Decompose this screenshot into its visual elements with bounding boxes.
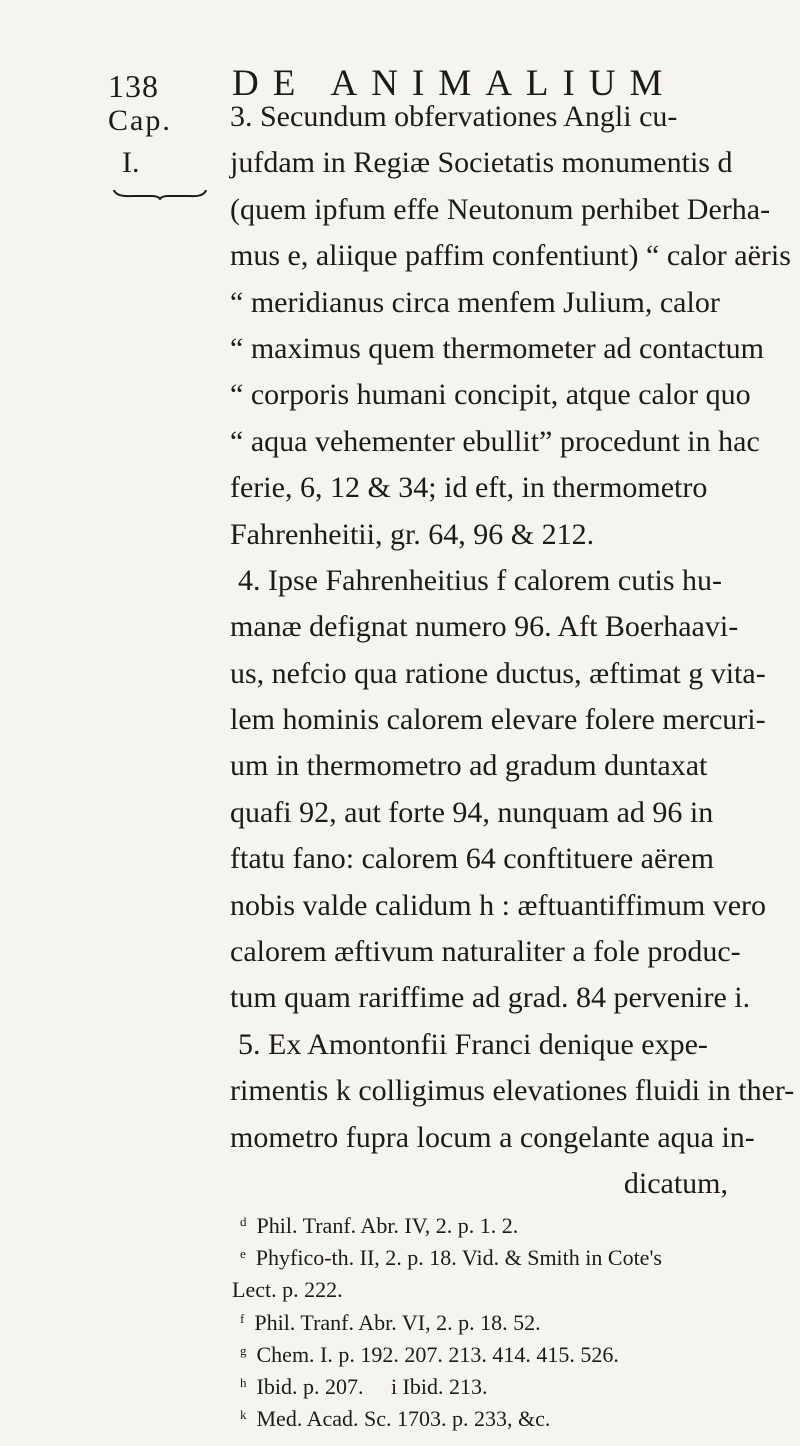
text-line: lem hominis calorem elevare folere mercuri-: [230, 703, 766, 737]
text-line: quafi 92, aut forte 94, nunquam ad 96 in: [230, 795, 714, 829]
text-line: dicatum,: [623, 1166, 728, 1200]
text-line: calorem æftivum naturaliter a fole produc-: [230, 935, 741, 969]
text-line: nobis valde calidum h : æftuantiffimum vero: [230, 888, 767, 922]
text-line: “ corporis humani concipit, atque calor quo: [230, 378, 751, 412]
footnotes: [232, 1208, 760, 1433]
text-line: ferie, 6, 12 & 34; id eft, in thermometro: [230, 471, 708, 505]
chapter-number: I.: [122, 146, 140, 179]
text-line: 4. Ipse Fahrenheitius f calorem cutis hu-: [238, 563, 723, 597]
text-line: rimentis k colligimus elevationes fluidi in ther-: [230, 1074, 795, 1108]
footnote: $^g$ Chem. I. p. 192. 207. 213. 414. 415. 526.: [240, 1341, 619, 1367]
running-title: DE ANIMALIUM: [232, 63, 677, 104]
text-line: manæ defignat numero 96. Aft Boerhaavi-: [230, 610, 739, 644]
footnote: $^h$ Ibid. p. 207. i Ibid. 213.: [240, 1374, 488, 1400]
text-line: “ aqua vehementer ebullit” procedunt in hac: [230, 424, 760, 458]
text-line: us, nefcio qua ratione ductus, æftimat g vita-: [230, 656, 766, 690]
text-line: (quem ipfum effe Neutonum perhibet Derha-: [230, 192, 771, 226]
footnote: $^k$ Med. Acad. Sc. 1703. p. 233, &c.: [240, 1406, 551, 1432]
text-line: “ meridianus circa menfem Julium, calor: [230, 285, 720, 319]
text-line: mus e, aliique paffim confentiunt) “ calor aëris: [230, 239, 791, 273]
body-text: [230, 94, 795, 1207]
text-line: mometro fupra locum a congelante aqua in-: [230, 1120, 755, 1154]
text-line: tum quam rariffime ad grad. 84 pervenire i.: [230, 981, 751, 1015]
footnote: $^d$ Phil. Tranf. Abr. IV, 2. p. 1. 2.: [240, 1213, 519, 1238]
text-line: 3. Secundum obfervationes Angli cu-: [230, 100, 678, 133]
text-line: 5. Ex Amontonfii Franci denique expe-: [238, 1027, 708, 1061]
chapter-margin-note: [108, 100, 172, 184]
text-line: jufdam in Regiæ Societatis monumentis d: [230, 146, 733, 180]
text-line: “ maximus quem thermometer ad contactum: [230, 331, 764, 365]
footnote: $^f$ Phil. Tranf. Abr. VI, 2. p. 18. 52.: [240, 1309, 541, 1335]
text-line: Fahrenheitii, gr. 64, 96 & 212.: [230, 517, 595, 551]
footnote: Lect. p. 222.: [232, 1277, 343, 1303]
page-number: 138: [108, 68, 159, 104]
text-line: um in thermometro ad gradum duntaxat: [230, 749, 708, 783]
text-line: ftatu fano: calorem 64 conftituere aërem: [230, 842, 714, 876]
brace-ornament: [112, 188, 208, 200]
chapter-label: Cap.: [108, 104, 172, 137]
footnote: $^e$ Phyfico-th. II, 2. p. 18. Vid. & Smith in Cote's: [240, 1245, 662, 1271]
